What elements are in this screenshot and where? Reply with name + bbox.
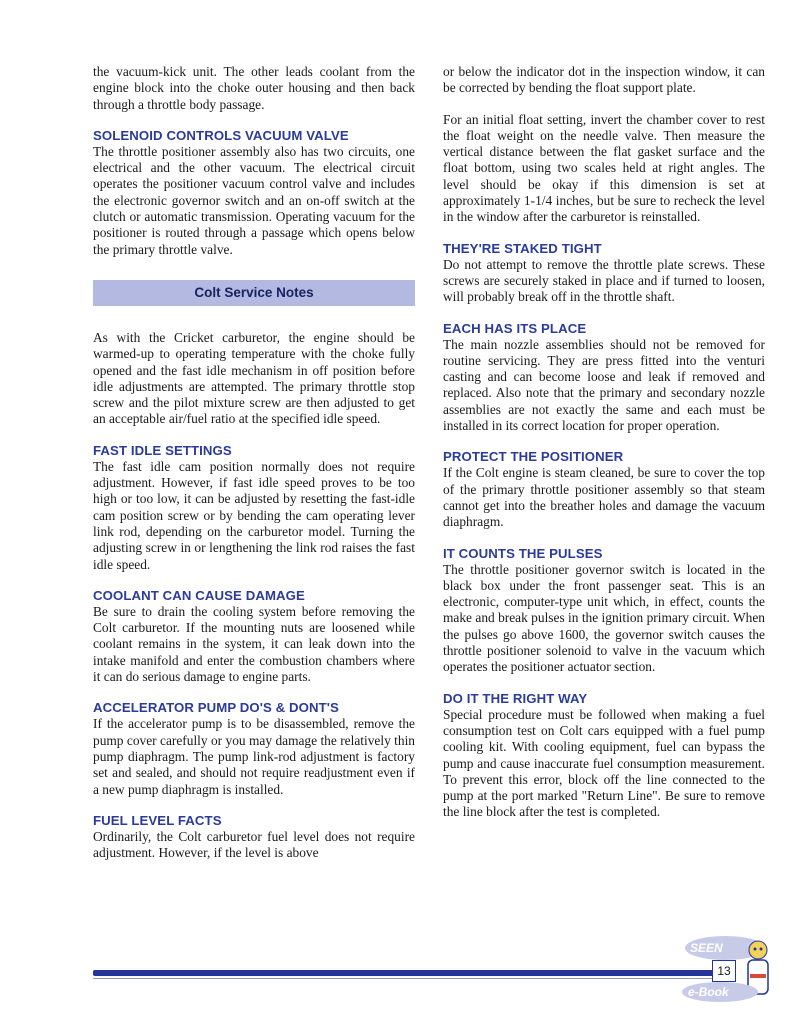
footer-rule (93, 970, 733, 976)
paragraph-fast-idle: The fast idle cam position normally does not require adjustment. However, if fast idle speed proves to be too high or too low, it can be adjusted by resetting the fast-idle cam position screw or by bending the cam operating lever link rod, depending on the carburetor model. Turning the adjusting screw in or lengthening the link rod raises the fast idle speed. (93, 458, 415, 572)
paragraph-counts-pulses: The throttle positioner governor switch is located in the black box under the front passenger seat. This is an electronic, computer-type unit which, in effect, counts the make and break pulses in the ignition primary circuit. When the pulses go above 1600, the governor switch causes the throttle positioner solenoid to valve in the vacuum which operates the positioner actuator section. (443, 561, 765, 675)
heading-fuel-level: FUEL LEVEL FACTS (93, 812, 222, 828)
left-intro-paragraph: the vacuum-kick unit. The other leads coolant from the engine block into the choke outer housing and then back through a throttle body passage. (93, 64, 415, 112)
logo-text-bottom: e-Book (688, 985, 729, 999)
left-column (93, 64, 415, 861)
page-number: 13 (712, 960, 736, 982)
paragraph-each-has-place: The main nozzle assemblies should not be removed for routine servicing. They are press fitted into the venturi casting and can become loose and leak if removed and replaced. Also note that the primary and secondary nozzle assemblies are not exactly the same and each must be installed in its correct location for proper operation. (443, 336, 765, 434)
paragraph-float-setting: For an initial float setting, invert the chamber cover to rest the float weight on the needle valve. Then measure the vertical distance between the flat gasket surface and the float bottom, using two scales held at right angles. The level should be okay if this dimension is set at approximately 1-1/4 inches, but be sure to recheck the level in the window after the carburetor is reinstalled. (443, 111, 765, 225)
paragraph-right-way: Special procedure must be followed when making a fuel consumption test on Colt cars equipped with a fuel pump cooling kit. With cooling equipment, fuel can bypass the pump and cause inaccurate fuel consumption measurement. To prevent this error, block off the line connected to the pump at the port marked "Return Line". Be sure to remove the line block after the test is completed. (443, 706, 765, 820)
footer-rule-thin (93, 978, 733, 979)
paragraph-fuel-level: Ordinarily, the Colt carburetor fuel level does not require adjustment. However, if the level is above (93, 828, 415, 861)
heading-counts-pulses: IT COUNTS THE PULSES (443, 545, 603, 561)
right-column (443, 64, 765, 821)
right-intro-paragraph: or below the indicator dot in the inspection window, it can be corrected by bending the float support plate. (443, 64, 765, 96)
paragraph-idle-adjust: As with the Cricket carburetor, the engine should be warmed-up to operating temperature with the choke fully opened and the fast idle mechanism in off position before idle adjustments are attempted. The primary throttle stop screw and the pilot mixture screw are then adjusted to get an acceptable air/fuel ratio at the specified idle speed. (93, 329, 415, 427)
paragraph-protect-positioner: If the Colt engine is steam cleaned, be sure to cover the top of the primary throttle positioner assembly so that steam cannot get into the breather holes and damage the vacuum diaphragm. (443, 465, 765, 530)
heading-protect-positioner: PROTECT THE POSITIONER (443, 449, 624, 465)
heading-solenoid: SOLENOID CONTROLS VACUUM VALVE (93, 127, 349, 143)
paragraph-staked-tight: Do not attempt to remove the throttle plate screws. These screws are securely staked in place and if turned to loosen, will probably break off in the throttle shaft. (443, 256, 765, 305)
heading-right-way: DO IT THE RIGHT WAY (443, 690, 588, 706)
section-banner: Colt Service Notes (93, 280, 415, 306)
heading-coolant: COOLANT CAN CAUSE DAMAGE (93, 587, 305, 603)
paragraph-solenoid: The throttle positioner assembly also has two circuits, one electrical and the other vacuum. The electrical circuit operates the positioner vacuum control valve and includes the electronic governor switch and an on-off switch at the clutch or automatic transmission. Operating vacuum for the positioner is routed through a passage which opens below the primary throttle valve. (93, 143, 415, 257)
heading-staked-tight: THEY'RE STAKED TIGHT (443, 240, 602, 256)
paragraph-accelerator-pump: If the accelerator pump is to be disassembled, remove the pump cover carefully or you may damage the relatively thin pump diaphragm. The pump link-rod adjustment is factory set and sealed, and should not require readjustment even if a new pump diaphragm is installed. (93, 716, 415, 797)
heading-each-has-place: EACH HAS ITS PLACE (443, 320, 587, 336)
logo-text-top: SEEN (690, 941, 723, 955)
heading-fast-idle: FAST IDLE SETTINGS (93, 442, 232, 458)
heading-accelerator-pump: ACCELERATOR PUMP DO'S & DONT'S (93, 700, 339, 716)
paragraph-coolant: Be sure to drain the cooling system before removing the Colt carburetor. If the mounting nuts are loosened while coolant remains in the system, it can leak down into the intake manifold and enter the combustion chambers where it can do serious damage to engine parts. (93, 603, 415, 685)
